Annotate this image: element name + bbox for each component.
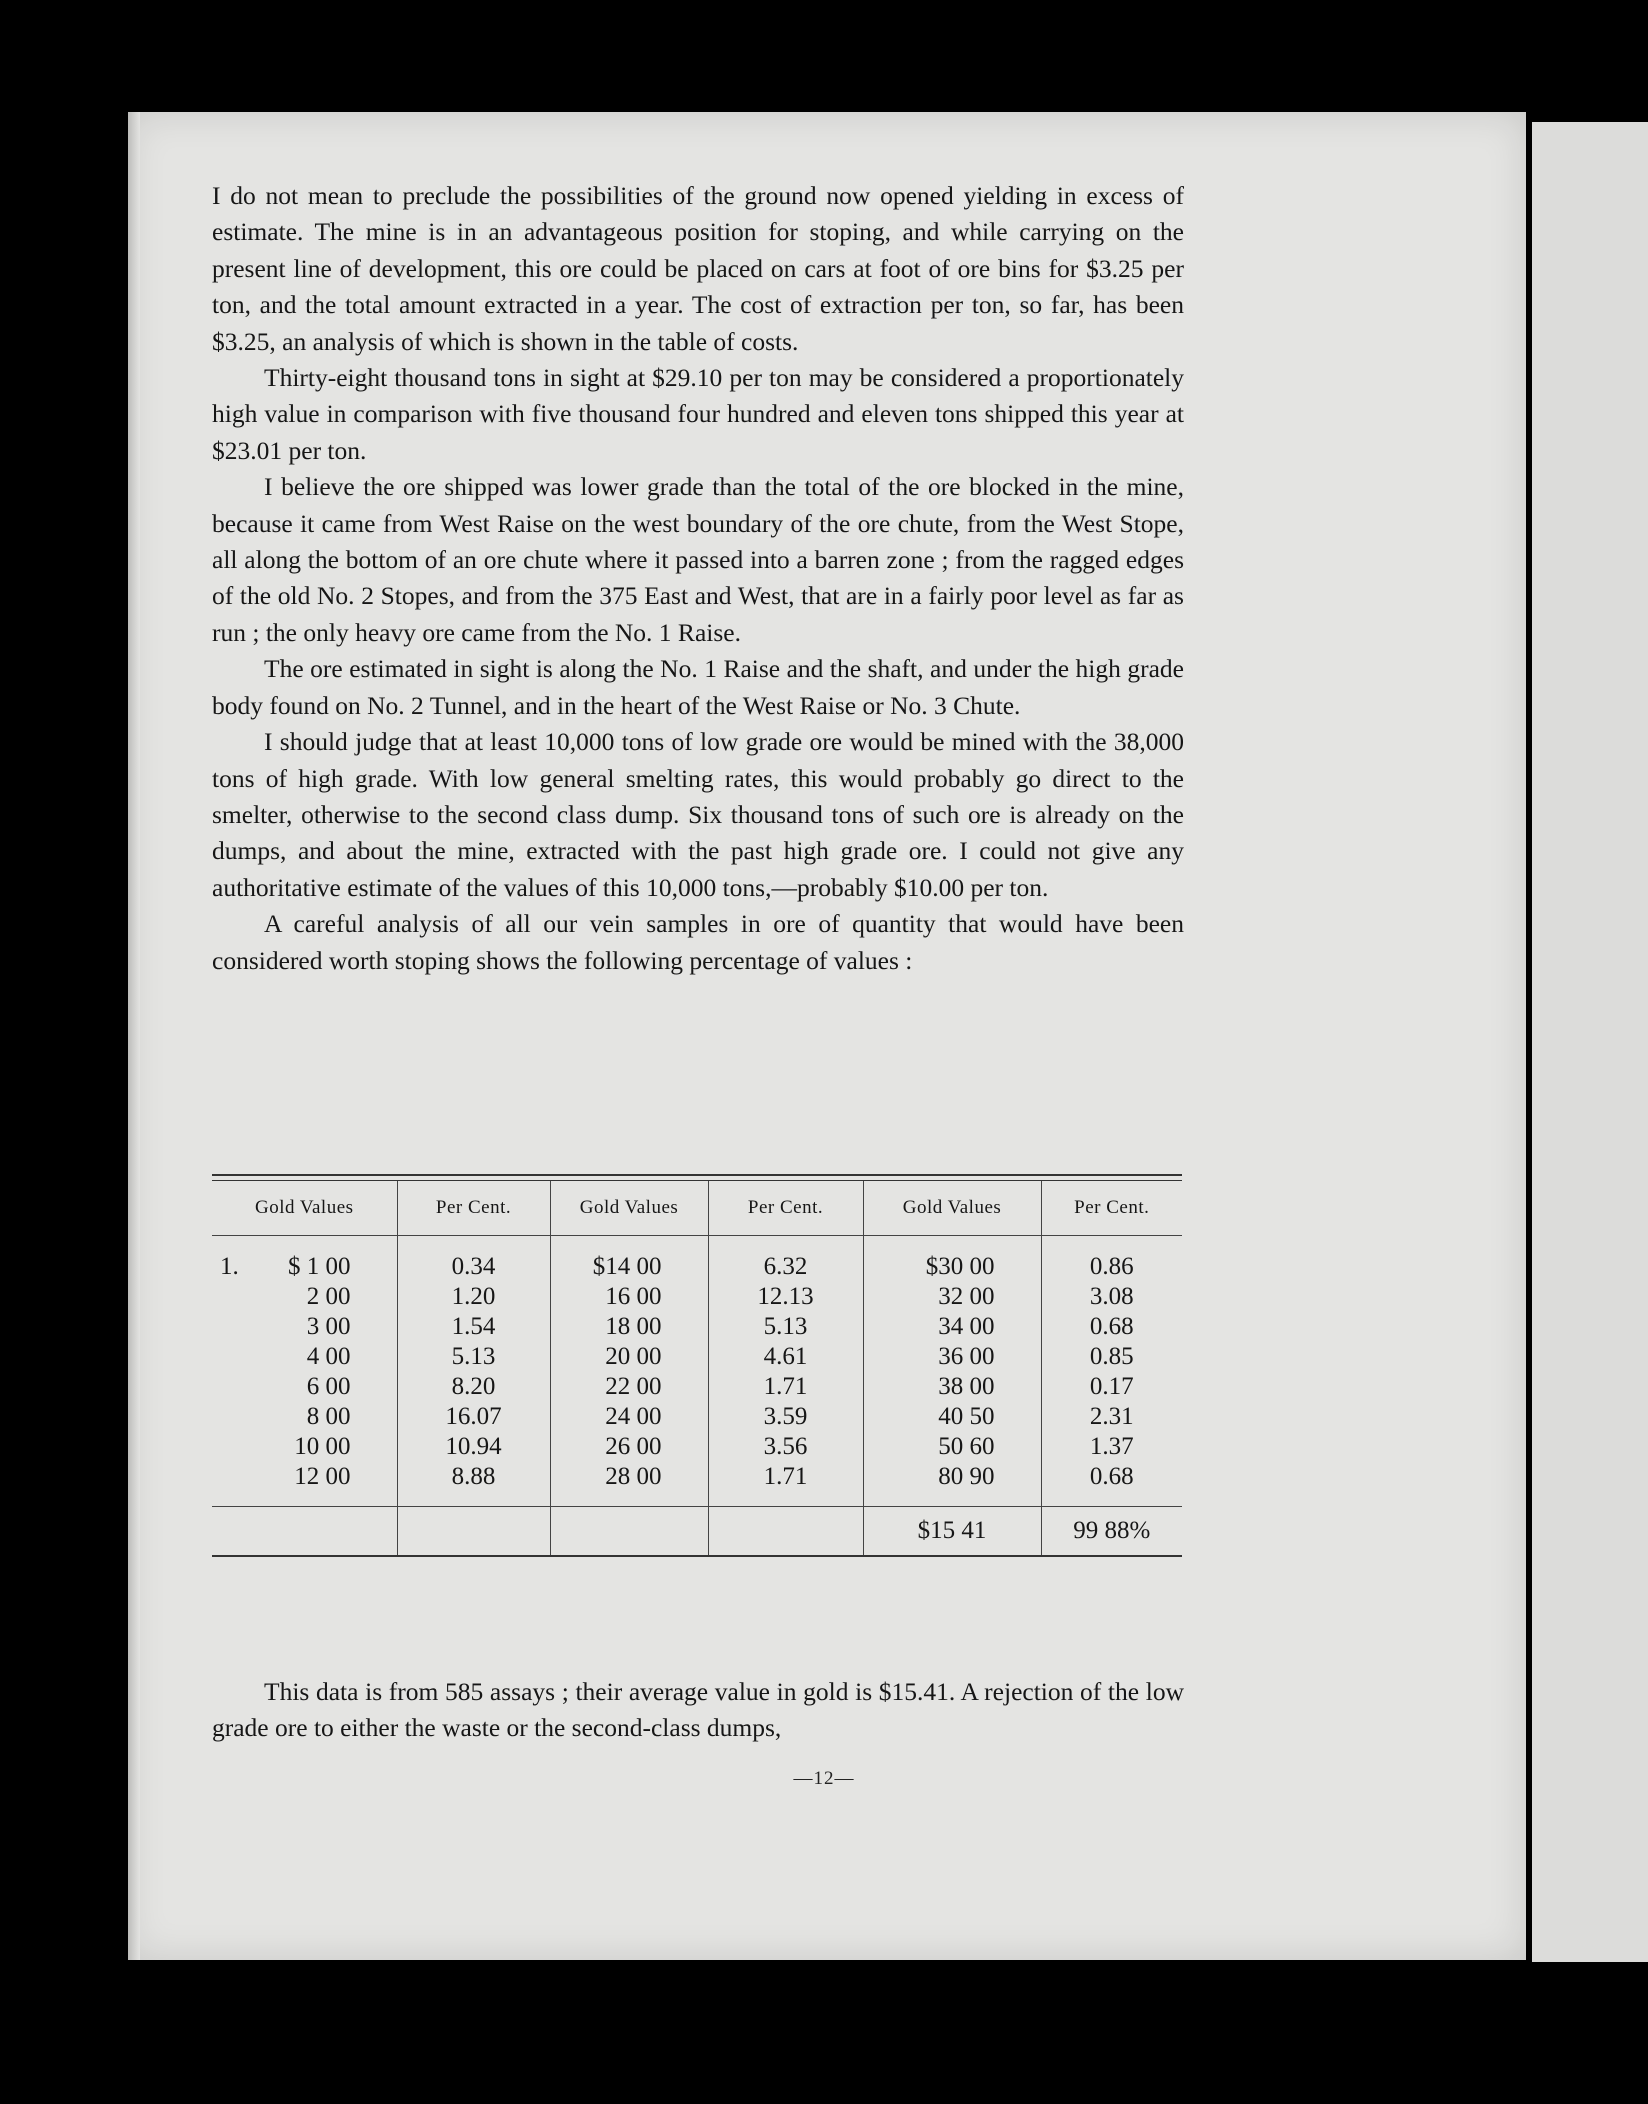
- per-cent-cell: 8.88: [451, 1463, 496, 1490]
- per-cent-cell: 1.54: [451, 1313, 496, 1340]
- paragraph-6: A careful analysis of all our vein samples in ore of quantity that would have been considered worth stoping shows the following percentage of values :: [212, 909, 1184, 975]
- total-per-cent: 99 88%: [1041, 1507, 1182, 1556]
- column-per-cent-3: [1041, 1236, 1182, 1507]
- per-cent-cell: 6.32: [763, 1253, 808, 1280]
- gold-value-cell: 16 00: [605, 1283, 662, 1310]
- header-gold-values-3: Gold Values: [863, 1181, 1041, 1236]
- header-per-cent-2: Per Cent.: [708, 1181, 863, 1236]
- per-cent-cell: 1.71: [763, 1463, 808, 1490]
- gold-value-cell: 22 00: [605, 1373, 662, 1400]
- paragraph-1: I do not mean to preclude the possibilities of the ground now opened yielding in excess of estimate. The mine is in an advantageous position for stoping, and while carrying on the present line of development, this ore could be placed on cars at foot of ore bins for $3.25 per ton, and the total amount extracted in a year. The cost of extraction per ton, so far, has been $3.25, an analysis of which is shown in the table of costs.: [212, 181, 1184, 356]
- per-cent-cell: 4.61: [763, 1343, 808, 1370]
- per-cent-cell: 3.08: [1089, 1283, 1134, 1310]
- per-cent-cell: 10.94: [445, 1433, 502, 1460]
- header-per-cent-1: Per Cent.: [397, 1181, 550, 1236]
- gold-value-cell: 12 00: [294, 1463, 351, 1490]
- table-bottom-rule: [212, 1555, 1182, 1557]
- gold-value-cell: 24 00: [605, 1403, 662, 1430]
- per-cent-cell: 2.31: [1089, 1403, 1134, 1430]
- gold-value-cell: 28 00: [605, 1463, 662, 1490]
- gold-value-cell: 20 00: [605, 1343, 662, 1370]
- per-cent-cell: 0.34: [451, 1253, 496, 1280]
- gold-values-table: [212, 1181, 1182, 1555]
- per-cent-cell: 1.71: [763, 1373, 808, 1400]
- closing-text: [212, 1674, 1184, 1747]
- gold-value-cell: 34 00: [938, 1313, 995, 1340]
- table-total-row: [212, 1507, 1182, 1556]
- column-per-cent-1: [397, 1236, 550, 1507]
- adjacent-page-edge: [1532, 122, 1648, 1962]
- per-cent-cell: 0.86: [1089, 1253, 1134, 1280]
- page-number: —12—: [793, 1768, 855, 1789]
- per-cent-cell: 0.85: [1089, 1343, 1134, 1370]
- gold-value-cell: 2 00: [306, 1283, 351, 1310]
- gold-value-cell: 10 00: [294, 1433, 351, 1460]
- gold-value-cell: 50 60: [938, 1433, 995, 1460]
- gold-value-cell: [212, 1252, 351, 1282]
- per-cent-cell: 8.20: [451, 1373, 496, 1400]
- gold-value-cell: 32 00: [938, 1283, 995, 1310]
- paragraph-3: I believe the ore shipped was lower grade than the total of the ore blocked in the mine, because it came from West Raise on the west boundary of the ore chute, from the West Stope, all along the bottom of an ore chute where it passed into a barren zone ; from the ragged edges of the old No. 2 Stopes, and from the 375 East and West, that are in a fairly poor level as far as run ; the only heavy ore came from the No. 1 Raise.: [212, 472, 1184, 647]
- gold-value-cell: $14 00: [592, 1253, 662, 1280]
- total-gold-value: $15 41: [863, 1507, 1041, 1556]
- column-gold-values-1: [212, 1236, 397, 1507]
- paragraph-4: The ore estimated in sight is along the No. 1 Raise and the shaft, and under the high grade body found on No. 2 Tunnel, and in the heart of the West Raise or No. 3 Chute.: [212, 654, 1184, 720]
- closing-paragraph: This data is from 585 assays ; their average value in gold is $15.41. A rejection of the low grade ore to either the waste or the second-class dumps,: [212, 1677, 1184, 1743]
- cell-value: $ 1 00: [288, 1253, 351, 1280]
- table-data-row: [212, 1236, 1182, 1507]
- per-cent-cell: 5.13: [451, 1343, 496, 1370]
- per-cent-cell: 16.07: [445, 1403, 502, 1430]
- table-top-rule: [212, 1174, 1182, 1181]
- per-cent-cell: 3.59: [763, 1403, 808, 1430]
- gold-value-cell: 38 00: [938, 1373, 995, 1400]
- column-per-cent-2: [708, 1236, 863, 1507]
- gold-value-cell: 8 00: [306, 1403, 351, 1430]
- gold-value-cell: 36 00: [938, 1343, 995, 1370]
- gold-values-table-block: [212, 1174, 1182, 1557]
- per-cent-cell: 5.13: [763, 1313, 808, 1340]
- paragraph-5: I should judge that at least 10,000 tons of low grade ore would be mined with the 38,000 tons of high grade. With low general smelting rates, this would probably go direct to the smelter, otherwise to the second class dump. Six thousand tons of such ore is already on the dumps, and about the mine, extracted with the past high grade ore. I could not give any authoritative estimate of the values of this 10,000 tons,—probably $10.00 per ton.: [212, 727, 1184, 902]
- per-cent-cell: 0.17: [1089, 1373, 1134, 1400]
- gold-value-cell: 3 00: [306, 1313, 351, 1340]
- page-spine-shadow: [128, 112, 140, 1960]
- header-per-cent-3: Per Cent.: [1041, 1181, 1182, 1236]
- per-cent-cell: 0.68: [1089, 1313, 1134, 1340]
- paragraph-2: Thirty-eight thousand tons in sight at $29.10 per ton may be considered a proportionately high value in comparison with five thousand four hundred and eleven tons shipped this year at $23.01 per ton.: [212, 363, 1184, 465]
- header-gold-values-1: Gold Values: [212, 1181, 397, 1236]
- gold-value-cell: 18 00: [605, 1313, 662, 1340]
- gold-value-cell: 40 50: [938, 1403, 995, 1430]
- per-cent-cell: 3.56: [763, 1433, 808, 1460]
- per-cent-cell: 0.68: [1089, 1463, 1134, 1490]
- table-header-row: [212, 1181, 1182, 1236]
- column-gold-values-3: [863, 1236, 1041, 1507]
- gold-value-cell: 4 00: [306, 1343, 351, 1370]
- per-cent-cell: 12.13: [757, 1283, 814, 1310]
- gold-value-cell: $30 00: [925, 1253, 995, 1280]
- gold-value-cell: 80 90: [938, 1463, 995, 1490]
- column-gold-values-2: [550, 1236, 708, 1507]
- gold-value-cell: 6 00: [306, 1373, 351, 1400]
- per-cent-cell: 1.37: [1089, 1433, 1134, 1460]
- body-text: [212, 178, 1184, 979]
- header-gold-values-2: Gold Values: [550, 1181, 708, 1236]
- row-number: 1.: [220, 1253, 239, 1280]
- gold-value-cell: 26 00: [605, 1433, 662, 1460]
- per-cent-cell: 1.20: [451, 1283, 496, 1310]
